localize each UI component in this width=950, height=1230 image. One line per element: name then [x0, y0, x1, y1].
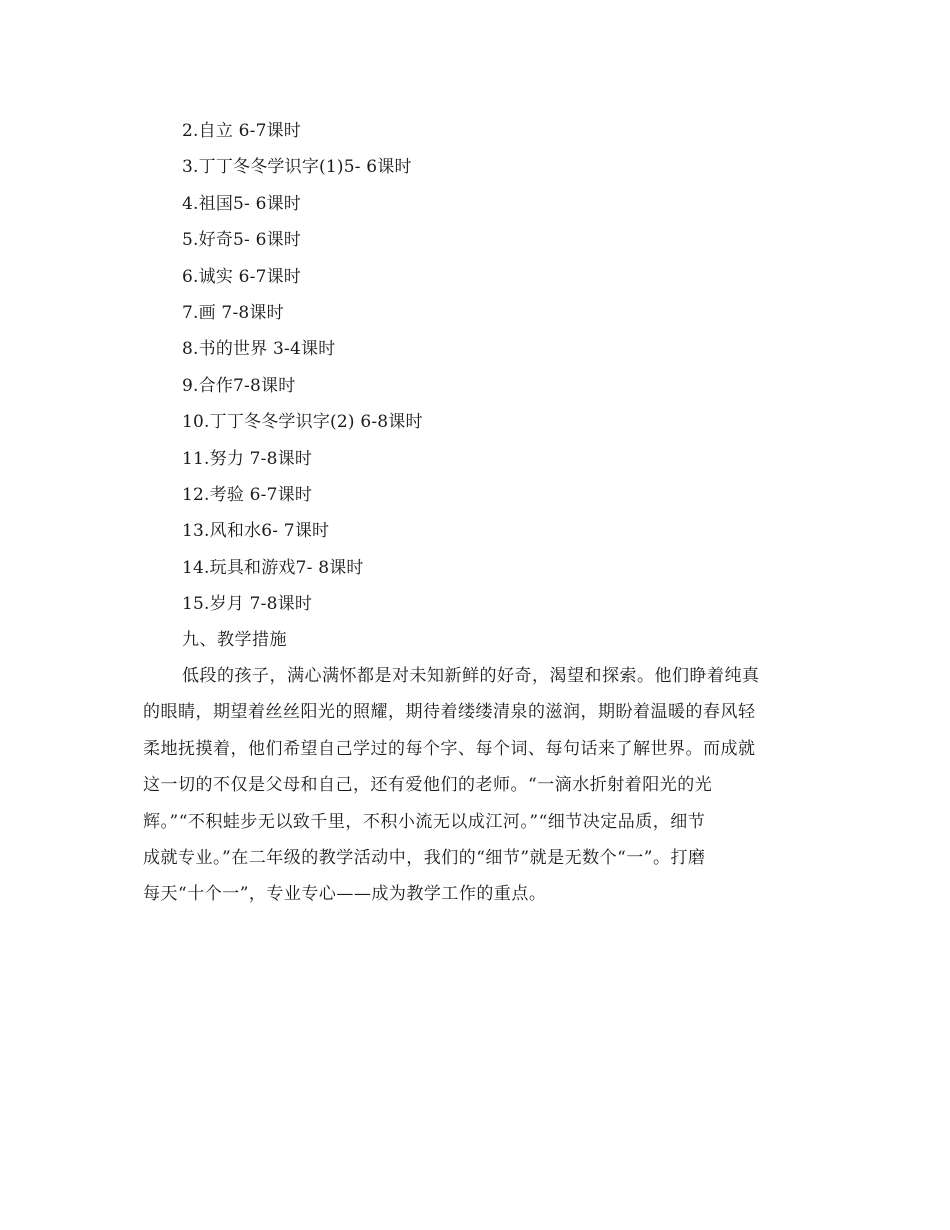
- schedule-item: 7.画 7-8课时: [182, 302, 284, 323]
- schedule-item: 13.风和水6- 7课时: [182, 521, 330, 542]
- paragraph-line: 成就专业。”在二年级的教学活动中，我们的“细节”就是无数个“一”。打磨: [143, 847, 706, 868]
- paragraph-line: 辉。”“不积蛙步无以致千里，不积小流无以成江河。”“细节决定品质，细节: [143, 811, 706, 832]
- schedule-item: 10.丁丁冬冬学识字(2) 6-8课时: [182, 412, 423, 433]
- schedule-item: 11.努力 7-8课时: [182, 448, 313, 469]
- paragraph-line: 每天“十个一”，专业专心——成为教学工作的重点。: [143, 884, 547, 905]
- paragraph-line: 低段的孩子，满心满怀都是对未知新鲜的好奇，渴望和探索。他们睁着纯真: [182, 666, 760, 686]
- lesson-schedule-list: [182, 118, 423, 627]
- schedule-item: 12.考验 6-7课时: [182, 484, 313, 505]
- schedule-item: 9.合作7-8课时: [182, 375, 296, 396]
- paragraph-line: 这一切的不仅是父母和自己，还有爱他们的老师。“一滴水折射着阳光的光: [143, 775, 713, 796]
- schedule-item: 2.自立 6-7课时: [182, 121, 301, 141]
- body-paragraph: [143, 663, 807, 918]
- schedule-item: 4.祖国5- 6课时: [182, 193, 301, 214]
- schedule-item: 8.书的世界 3-4课时: [182, 339, 336, 360]
- paragraph-line: 柔地抚摸着，他们希望自己学过的每个字、每个词、每句话来了解世界。而成就: [143, 738, 756, 759]
- paragraph-line: 的眼睛，期望着丝丝阳光的照耀，期待着缕缕清泉的滋润，期盼着温暖的春风轻: [143, 702, 756, 723]
- schedule-item: 5.好奇5- 6课时: [182, 230, 301, 251]
- schedule-item: 14.玩具和游戏7- 8课时: [182, 557, 364, 578]
- schedule-item: 6.诚实 6-7课时: [182, 266, 301, 287]
- section-heading: 九、教学措施: [182, 630, 287, 650]
- schedule-item: 3.丁丁冬冬学识字(1)5- 6课时: [182, 157, 412, 178]
- schedule-item: 15.岁月 7-8课时: [182, 594, 313, 615]
